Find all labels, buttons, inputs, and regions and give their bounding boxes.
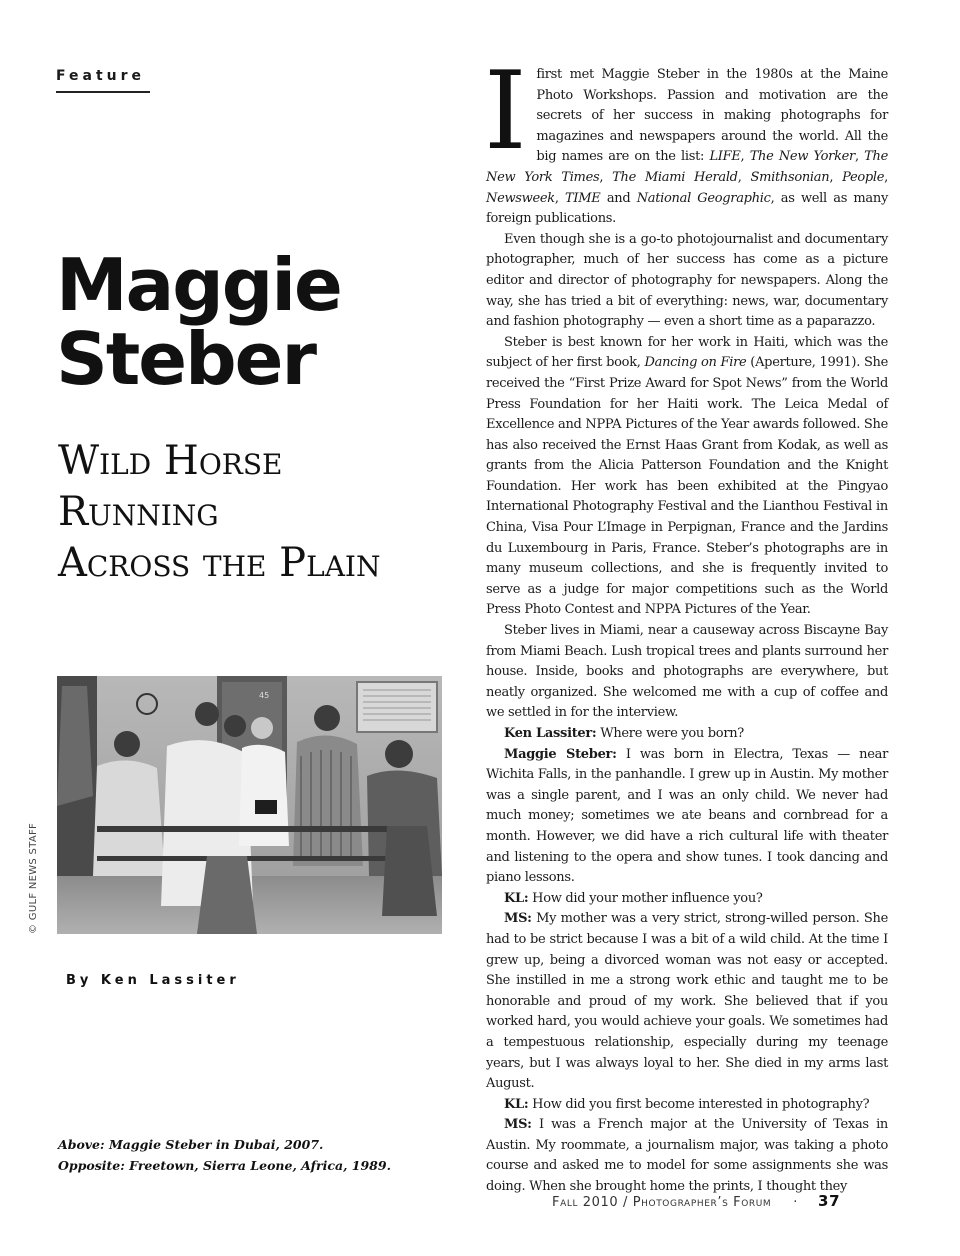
publication-new-yorker: The New Yorker — [749, 149, 855, 165]
subtitle-line-2: Running — [58, 489, 219, 535]
page-footer — [552, 1192, 840, 1210]
subtitle-line-1: Wild Horse — [58, 438, 283, 484]
page-number: 37 — [818, 1192, 841, 1210]
interview-answer: MS: I was a French major at the University of Texas in Austin. My roommate, a journalism major, was taking a photo course and asked me to model for some assignments she was doing. When she brought home the prints, I thought they — [486, 1117, 888, 1195]
interview-answer: Maggie Steber: I was born in Electra, Texas — near Wichita Falls, in the panhandle. I grew up in Austin. My mother was a single parent, and I was an only child. We never had much money; sometimes we ate beans and cornbread for a month. However, we did have a rich cultural life with theater and listening to the opera and show tunes. I took dancing and piano lessons. — [486, 746, 888, 886]
portrait-photo — [57, 676, 442, 934]
article-body — [484, 49, 889, 1198]
article-paragraph: Even though she is a go-to photojournalist and documentary photographer, much of her success has come as a picture editor and director of photography for newspapers. Along the way, she has tried a bit of everything: news, war, documentary and fashion photography — even a short time as a paparazzo. — [486, 231, 888, 330]
drop-cap: I — [484, 49, 527, 174]
speaker-label: KL: — [504, 1096, 529, 1112]
caption-opposite: Opposite: Freetown, Sierra Leone, Africa, 1989. — [58, 1158, 391, 1173]
publication-people: People — [842, 169, 885, 185]
title-line-2: Steber — [56, 317, 315, 401]
publication-nyt: The New York Times — [486, 149, 888, 185]
door-number: 45 — [259, 691, 270, 700]
publication-life: LIFE — [709, 149, 741, 165]
section-label: Feature — [56, 68, 150, 93]
publication-time: TIME — [565, 190, 601, 206]
speaker-label: Ken Lassiter: — [504, 726, 597, 741]
speaker-label: KL: — [504, 890, 529, 906]
title-line-1: Maggie — [56, 243, 341, 327]
book-title: Dancing on Fire — [644, 355, 747, 371]
subtitle-line-3: Across the Plain — [58, 540, 381, 586]
article-paragraph: I first met Maggie Steber in the 1980s at the Maine Photo Workshops. Passion and motivation are the secrets of her success in making photographs for magazines and newspapers around the world. All the big names are on the list: LIFE, The New Yorker, The New York Times, The Miami Herald, Smithsonian, People, Newsweek, TIME and National Geographic, as well as many foreign publications. — [484, 49, 889, 227]
photo-captions — [58, 1134, 391, 1176]
article-title — [56, 243, 341, 401]
publication-newsweek: Newsweek — [486, 190, 555, 206]
publication-natgeo: National Geographic — [636, 190, 771, 206]
caption-above: Above: Maggie Steber in Dubai, 2007. — [58, 1137, 324, 1152]
photo-credit: © GULF NEWS STAFF — [28, 822, 39, 934]
article-paragraph: Steber is best known for her work in Haiti, which was the subject of her first book, Dancing on Fire (Aperture, 1991). She received the “First Prize Award for Spot News” from the World Press Foundation for her Haiti work. The Leica Medal of Excellence and NPPA Pictures of the Year awards followed. She has also received the Ernst Haas Grant from Kodak, as well as grants from the Alicia Patterson Foundation and the Knight Foundation. Her work has been exhibited at the Pingyao International Photography Festival and the Lianthou Festival in China, Visa Pour L’Image in Perpignan, France and the Jardins du Luxembourg in Paris, France. Steber’s photographs are in many museum collections, and she is frequently invited to serve as a judge for major competitions such as the World Press Photo Contest and NPPA Pictures of the Year. — [486, 334, 889, 618]
interview-question: KL: How did your mother influence you? — [504, 890, 763, 906]
publication-smithsonian: Smithsonian — [750, 169, 830, 185]
article-subtitle — [58, 436, 380, 589]
interview-question: KL: How did you first become interested in photography? — [504, 1096, 870, 1112]
publication-miami-herald: The Miami Herald — [612, 169, 738, 185]
byline: By Ken Lassiter — [66, 973, 240, 988]
interview-answer: MS: My mother was a very strict, strong-willed person. She had to be strict because I was a bit of a wild child. At the time I grew up, being a divorced woman was not easy or accepted. She instilled in me a strong work ethic and taught me to be honorable and proud of my work. She believed that if you worked hard, you would achieve your goals. We sometimes had a tempestuous relationship, especially during my teenage years, but I was always loyal to her. She died in my arms last August. — [486, 911, 888, 1092]
speaker-label: MS: — [504, 1117, 532, 1133]
article-paragraph: Steber lives in Miami, near a causeway across Biscayne Bay from Miami Beach. Lush tropical trees and plants surround her house. Inside, books and photographs are everywhere, but neatly organized. She welcomed me with a cup of coffee and we settled in for the interview. — [486, 623, 888, 721]
footer-separator: · — [793, 1195, 799, 1210]
interview-question: Ken Lassiter: Where were you born? — [504, 726, 744, 741]
speaker-label: Maggie Steber: — [504, 746, 617, 762]
speaker-label: MS: — [504, 911, 532, 927]
issue-label: Fall 2010 / Photographer’s Forum — [552, 1195, 772, 1210]
